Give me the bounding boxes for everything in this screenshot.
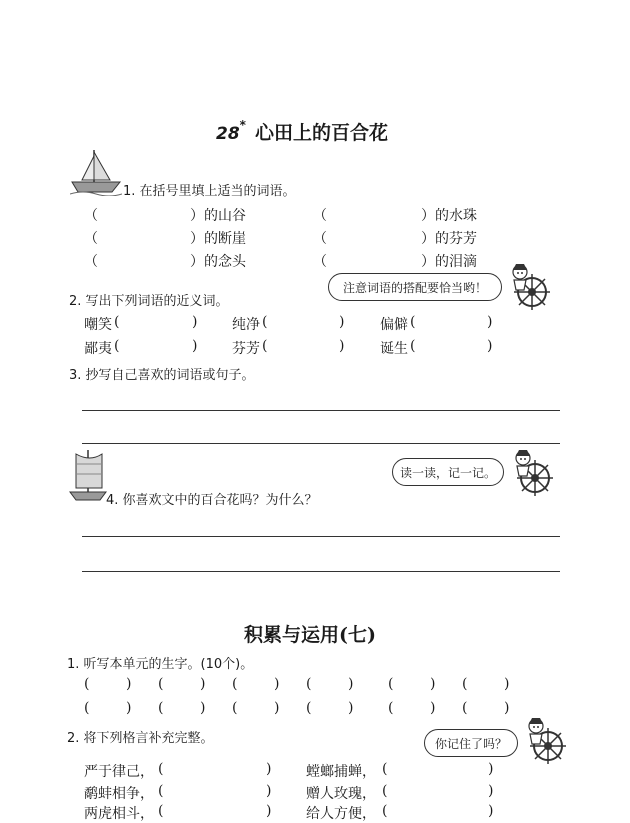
- review-question-2-label: 2. 将下列格言补充完整。: [67, 731, 214, 746]
- fill-blank-text: ）的水珠: [421, 208, 477, 224]
- proverb-open: (: [382, 761, 388, 777]
- synonym-open: (: [114, 314, 120, 330]
- dictation-blank[interactable]: ): [430, 676, 436, 692]
- tip-bubble: 注意词语的搭配要恰当哟！: [328, 273, 502, 301]
- dictation-blank[interactable]: ): [348, 700, 354, 716]
- question-2-label: 2. 写出下列词语的近义词。: [69, 294, 229, 309]
- review-title: 积累与运用(七): [244, 624, 376, 646]
- lesson-star: *: [239, 118, 246, 132]
- proverb-open: (: [382, 783, 388, 799]
- synonym-word: 芬芳: [232, 341, 260, 357]
- proverb-open: (: [158, 783, 164, 799]
- proverb-start: 给人方便，: [306, 806, 376, 822]
- lesson-title: [216, 118, 388, 145]
- synonym-close: ): [339, 314, 345, 330]
- fill-blank-open: （: [84, 231, 98, 247]
- proverb-open: (: [158, 803, 164, 819]
- fill-blank-text: ）的泪滴: [421, 254, 477, 270]
- synonym-close: ): [192, 314, 198, 330]
- proverb-close: ): [488, 761, 494, 777]
- synonym-close: ): [487, 338, 493, 354]
- writing-line[interactable]: [82, 443, 560, 444]
- dictation-blank[interactable]: ): [274, 676, 280, 692]
- lesson-number: 28: [216, 124, 240, 144]
- fill-blank-text: ）的断崖: [190, 231, 246, 247]
- fill-blank-open: （: [313, 254, 327, 270]
- proverb-close: ): [266, 803, 272, 819]
- dictation-blank[interactable]: (: [306, 676, 312, 692]
- dictation-blank[interactable]: ): [348, 676, 354, 692]
- fill-blank-open: （: [313, 231, 327, 247]
- sailor-wheel-icon: [500, 262, 554, 310]
- dictation-blank[interactable]: (: [158, 700, 164, 716]
- sailor-wheel-icon: [516, 716, 570, 764]
- question-4-label: 4. 你喜欢文中的百合花吗？为什么？: [106, 493, 318, 508]
- proverb-close: ): [266, 783, 272, 799]
- dictation-blank[interactable]: (: [462, 676, 468, 692]
- proverb-start: 两虎相斗，: [84, 806, 154, 822]
- proverb-start: 赠人玫瑰，: [306, 786, 376, 802]
- sailboat-icon: [70, 146, 122, 196]
- sailor-wheel-icon: [503, 448, 557, 496]
- synonym-open: (: [410, 338, 416, 354]
- proverb-open: (: [158, 761, 164, 777]
- synonym-word: 纯净: [232, 317, 260, 333]
- dictation-blank[interactable]: ): [430, 700, 436, 716]
- dictation-blank[interactable]: (: [462, 700, 468, 716]
- synonym-close: ): [487, 314, 493, 330]
- synonym-open: (: [262, 314, 268, 330]
- synonym-open: (: [262, 338, 268, 354]
- fill-blank-text: ）的念头: [190, 254, 246, 270]
- writing-line[interactable]: [82, 410, 560, 411]
- fill-blank-open: （: [313, 208, 327, 224]
- synonym-close: ): [192, 338, 198, 354]
- review-question-1-label: 1. 听写本单元的生字。(10个)。: [67, 657, 254, 672]
- proverb-close: ): [488, 803, 494, 819]
- fill-blank-open: （: [84, 208, 98, 224]
- dictation-blank[interactable]: (: [306, 700, 312, 716]
- dictation-blank[interactable]: (: [84, 700, 90, 716]
- synonym-close: ): [339, 338, 345, 354]
- proverb-start: 严于律己，: [84, 764, 154, 780]
- writing-line[interactable]: [82, 571, 560, 572]
- dictation-blank[interactable]: (: [388, 676, 394, 692]
- dictation-blank[interactable]: (: [232, 700, 238, 716]
- synonym-open: (: [410, 314, 416, 330]
- lesson-title-text: 心田上的百合花: [255, 122, 389, 144]
- dictation-blank[interactable]: ): [504, 676, 510, 692]
- dictation-blank[interactable]: ): [200, 676, 206, 692]
- sailboat-icon: [68, 448, 108, 504]
- dictation-blank[interactable]: ): [126, 700, 132, 716]
- dictation-blank[interactable]: (: [84, 676, 90, 692]
- proverb-close: ): [266, 761, 272, 777]
- fill-blank-open: （: [84, 254, 98, 270]
- question-3-label: 3. 抄写自己喜欢的词语或句子。: [69, 368, 255, 383]
- synonym-word: 嘲笑: [84, 317, 112, 333]
- synonym-word: 诞生: [380, 341, 408, 357]
- fill-blank-text: ）的芬芳: [421, 231, 477, 247]
- dictation-blank[interactable]: ): [504, 700, 510, 716]
- tip-bubble: 读一读，记一记。: [392, 458, 504, 486]
- dictation-blank[interactable]: ): [126, 676, 132, 692]
- fill-blank-text: ）的山谷: [190, 208, 246, 224]
- proverb-open: (: [382, 803, 388, 819]
- synonym-open: (: [114, 338, 120, 354]
- dictation-blank[interactable]: (: [158, 676, 164, 692]
- proverb-start: 螳螂捕蝉，: [306, 764, 376, 780]
- synonym-word: 鄙夷: [84, 341, 112, 357]
- dictation-blank[interactable]: (: [232, 676, 238, 692]
- dictation-blank[interactable]: ): [200, 700, 206, 716]
- dictation-blank[interactable]: (: [388, 700, 394, 716]
- writing-line[interactable]: [82, 536, 560, 537]
- question-1-label: 1. 在括号里填上适当的词语。: [123, 184, 296, 199]
- proverb-start: 鹬蚌相争，: [84, 786, 154, 802]
- dictation-blank[interactable]: ): [274, 700, 280, 716]
- synonym-word: 偏僻: [380, 317, 408, 333]
- proverb-close: ): [488, 783, 494, 799]
- tip-bubble: 你记住了吗？: [424, 729, 518, 757]
